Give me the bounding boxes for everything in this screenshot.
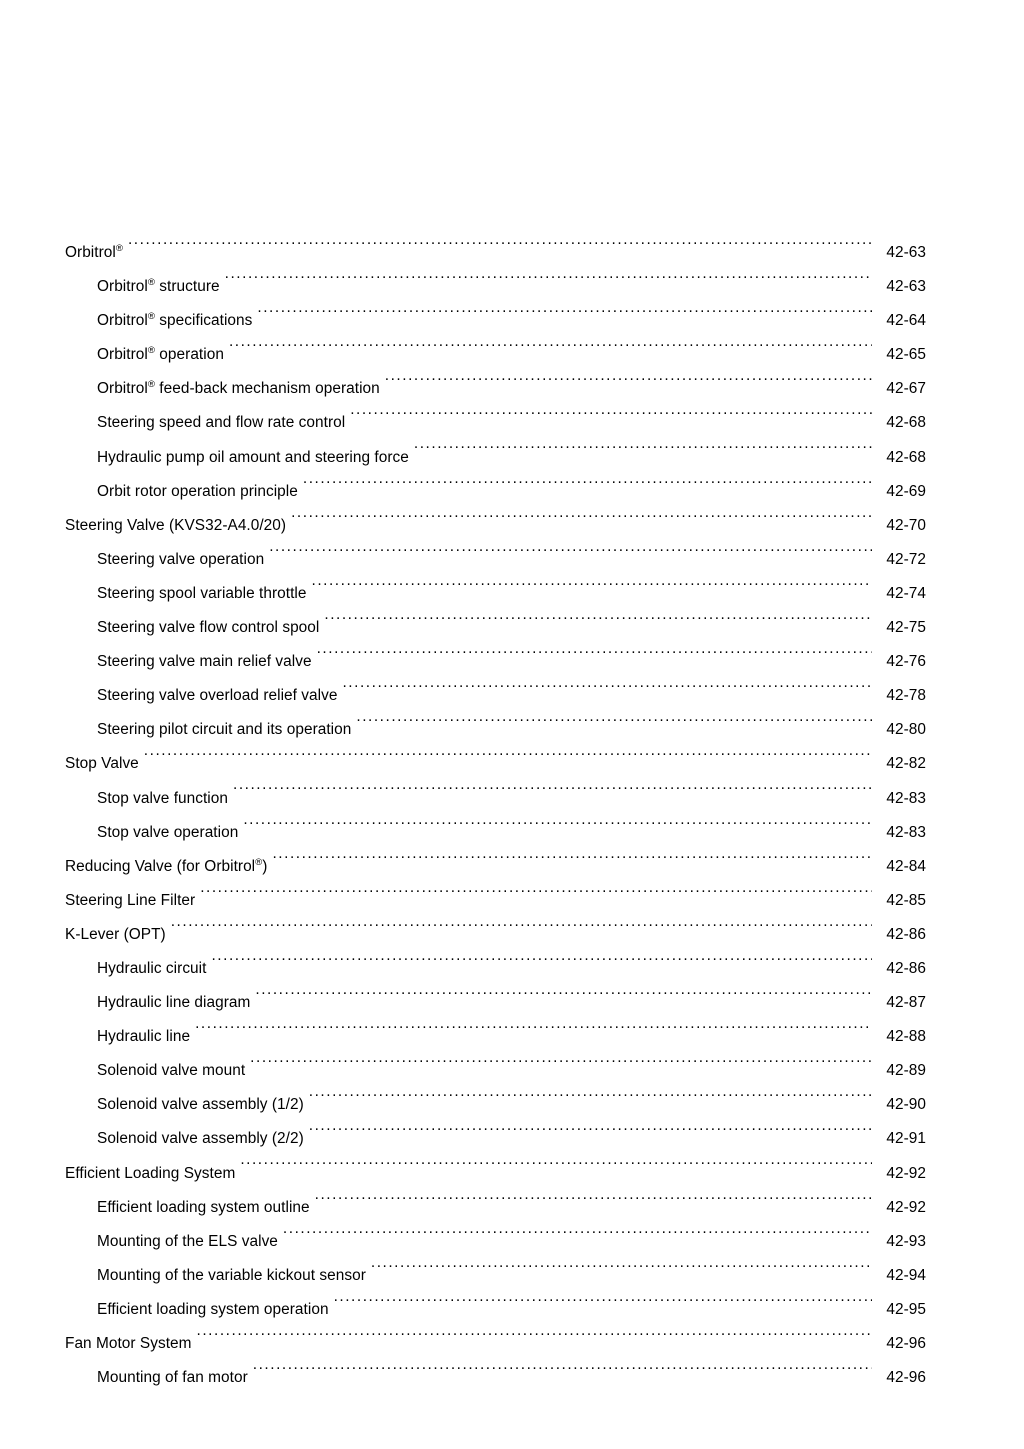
toc-entry-page-number: 42-85	[886, 891, 926, 909]
toc-entry-title	[65, 884, 195, 918]
toc-entry-page-number: 42-86	[886, 925, 926, 943]
dot-leader	[334, 1299, 872, 1314]
toc-entry-title-text: Steering Line Filter	[65, 891, 196, 909]
registered-trademark-icon: ®	[255, 856, 263, 868]
toc-entry-title	[97, 577, 307, 611]
dot-leader	[197, 1333, 872, 1348]
dot-leader	[356, 719, 872, 734]
toc-entry[interactable]	[65, 1191, 926, 1225]
dot-leader	[385, 378, 872, 393]
toc-entry-title	[65, 509, 286, 543]
toc-entry-title	[97, 1293, 329, 1327]
dot-leader	[253, 1367, 872, 1382]
toc-entry-title	[97, 952, 206, 986]
toc-entry[interactable]	[65, 475, 926, 509]
toc-entry-title	[97, 406, 345, 440]
dot-leader	[303, 480, 872, 495]
toc-entry-title-text: Efficient loading system operation	[97, 1300, 329, 1318]
toc-entry-page-number: 42-92	[886, 1198, 926, 1216]
toc-entry-title	[97, 782, 228, 816]
toc-entry-page-number: 42-78	[886, 687, 926, 705]
toc-entry-page-number: 42-93	[886, 1232, 926, 1250]
dot-leader	[269, 548, 872, 563]
toc-entry-page-number: 42-89	[886, 1062, 926, 1080]
toc-entry[interactable]	[65, 304, 926, 338]
dot-leader	[255, 992, 872, 1007]
dot-leader	[233, 787, 872, 802]
registered-trademark-icon: ®	[147, 276, 155, 288]
toc-entry-title	[97, 1088, 304, 1122]
toc-entry-title	[97, 986, 250, 1020]
toc-entry[interactable]	[65, 543, 926, 577]
dot-leader	[315, 1196, 872, 1211]
toc-entry-title-text: Steering speed and flow rate control	[97, 414, 346, 432]
toc-entry-title	[97, 475, 298, 509]
dot-leader	[312, 583, 873, 598]
dot-leader	[211, 958, 872, 973]
dot-leader	[350, 412, 872, 427]
toc-entry-title	[97, 543, 264, 577]
toc-entry[interactable]	[65, 1157, 926, 1191]
toc-entry-title-text: Orbitrol	[97, 346, 148, 364]
toc-entry-title	[97, 1191, 310, 1225]
dot-leader	[200, 889, 872, 904]
toc-entry-title-text: Stop Valve	[65, 755, 139, 773]
registered-trademark-icon: ®	[147, 379, 155, 391]
toc-entry-title-text: Solenoid valve assembly (2/2)	[97, 1130, 304, 1148]
toc-entry[interactable]	[65, 338, 926, 372]
toc-entry-page-number: 42-68	[886, 448, 926, 466]
toc-entry-page-number: 42-64	[886, 312, 926, 330]
dot-leader	[283, 1230, 872, 1245]
toc-entry-title-suffix: )	[262, 857, 268, 875]
toc-entry[interactable]	[65, 850, 926, 884]
toc-entry-title	[97, 713, 351, 747]
dot-leader	[272, 855, 872, 870]
toc-entry-title-suffix: feed-back mechanism operation	[154, 380, 380, 398]
toc-entry[interactable]	[65, 816, 926, 850]
dot-leader	[317, 651, 872, 666]
toc-entry-title	[97, 679, 337, 713]
toc-entry-title-text: Orbitrol	[97, 312, 148, 330]
toc-entry[interactable]	[65, 645, 926, 679]
dot-leader	[324, 617, 872, 632]
toc-entry-title	[65, 236, 123, 270]
toc-entry-title	[97, 441, 409, 475]
toc-entry-title-text: Stop valve operation	[97, 823, 239, 841]
toc-entry-page-number: 42-67	[886, 380, 926, 398]
toc-entry-page-number: 42-92	[886, 1164, 926, 1182]
toc-entry-title-text: Hydraulic line diagram	[97, 994, 251, 1012]
toc-entry[interactable]	[65, 1054, 926, 1088]
dot-leader	[291, 514, 872, 529]
toc-entry-title	[65, 850, 267, 884]
toc-entry[interactable]	[65, 918, 926, 952]
toc-entry-title	[65, 1327, 192, 1361]
toc-entry-page-number: 42-87	[886, 994, 926, 1012]
toc-entry[interactable]	[65, 236, 926, 270]
toc-entry-title-text: Fan Motor System	[65, 1335, 192, 1352]
toc-entry[interactable]	[65, 679, 926, 713]
toc-entry-title	[65, 1157, 235, 1191]
toc-entry-title-text: Steering valve operation	[97, 550, 265, 568]
toc-entry-title-text: K-Lever (OPT)	[65, 925, 166, 943]
toc-entry-title-text: Orbit rotor operation principle	[97, 482, 298, 500]
toc-entry-page-number: 42-82	[886, 755, 926, 773]
toc-entry-page-number: 42-84	[886, 857, 926, 875]
toc-entry-title	[97, 1122, 304, 1156]
toc-entry-page-number: 42-70	[886, 516, 926, 534]
toc-entry-title	[97, 611, 319, 645]
toc-entry[interactable]	[65, 1293, 926, 1327]
toc-entry-title-text: Steering valve flow control spool	[97, 619, 320, 637]
toc-entry-title	[65, 918, 166, 952]
toc-entry-title-text: Reducing Valve (for Orbitrol	[65, 857, 256, 875]
toc-entry-page-number: 42-80	[886, 721, 926, 739]
toc-entry-title	[97, 1259, 366, 1293]
dot-leader	[342, 685, 872, 700]
dot-leader	[371, 1264, 872, 1279]
toc-entry-title-text: Steering valve overload relief valve	[97, 687, 338, 705]
toc-entry[interactable]	[65, 611, 926, 645]
toc-entry[interactable]	[65, 441, 926, 475]
toc-entry-title-text: Efficient Loading System	[65, 1164, 236, 1182]
dot-leader	[229, 344, 872, 359]
table-of-contents-list	[65, 236, 926, 1395]
dot-leader	[240, 1162, 872, 1177]
toc-entry-title	[97, 1020, 190, 1054]
toc-entry-page-number: 42-86	[886, 959, 926, 977]
toc-entry-page-number: 42-76	[886, 653, 926, 671]
toc-entry-title-text: Hydraulic line	[97, 1028, 191, 1046]
toc-entry-title-text: Orbitrol	[97, 278, 148, 296]
dot-leader	[144, 753, 872, 768]
toc-entry-page-number: 42-94	[886, 1266, 926, 1284]
toc-entry-page-number: 42-65	[886, 346, 926, 364]
toc-entry-page-number: 42-83	[886, 823, 926, 841]
toc-entry[interactable]	[65, 1122, 926, 1156]
toc-entry-title	[97, 372, 380, 406]
toc-entry-title-text: Orbitrol	[97, 380, 148, 398]
toc-entry-title-suffix: specifications	[154, 312, 253, 330]
toc-entry-page-number: 42-90	[886, 1096, 926, 1114]
dot-leader	[309, 1094, 872, 1109]
toc-entry-page-number: 42-96	[886, 1335, 926, 1352]
dot-leader	[225, 276, 872, 291]
toc-entry-page-number: 42-69	[886, 482, 926, 500]
toc-entry-page-number: 42-96	[886, 1369, 926, 1387]
toc-entry-page-number: 42-74	[886, 584, 926, 602]
toc-entry-title	[97, 270, 220, 304]
toc-entry[interactable]	[65, 1361, 926, 1395]
toc-entry[interactable]	[65, 1020, 926, 1054]
toc-entry[interactable]	[65, 509, 926, 543]
toc-entry[interactable]	[65, 986, 926, 1020]
toc-entry-page-number: 42-75	[886, 619, 926, 637]
toc-entry-title-text: Hydraulic pump oil amount and steering force	[97, 448, 409, 466]
dot-leader	[250, 1060, 872, 1075]
toc-entry-page-number: 42-72	[886, 550, 926, 568]
toc-entry-page-number: 42-95	[886, 1300, 926, 1318]
toc-entry-title-text: Steering spool variable throttle	[97, 584, 307, 602]
toc-entry[interactable]	[65, 884, 926, 918]
registered-trademark-icon: ®	[115, 242, 123, 254]
dot-leader	[195, 1026, 872, 1041]
toc-entry[interactable]	[65, 372, 926, 406]
toc-entry-title-suffix: operation	[154, 346, 224, 364]
toc-entry-title	[97, 1054, 245, 1088]
toc-entry-title	[97, 1361, 248, 1395]
toc-entry-page-number: 42-63	[886, 244, 926, 261]
dot-leader	[257, 310, 872, 325]
toc-entry[interactable]	[65, 1327, 926, 1361]
dot-leader	[309, 1128, 872, 1143]
toc-entry[interactable]	[65, 713, 926, 747]
toc-entry-title-text: Steering Valve (KVS32-A4.0/20)	[65, 516, 287, 534]
toc-entry-title	[97, 304, 252, 338]
toc-entry-page-number: 42-68	[886, 414, 926, 432]
toc-entry-title	[97, 816, 238, 850]
toc-entry[interactable]	[65, 577, 926, 611]
toc-entry[interactable]	[65, 747, 926, 781]
toc-entry-title-text: Solenoid valve assembly (1/2)	[97, 1096, 304, 1114]
toc-entry-title	[97, 645, 312, 679]
toc-entry-page-number: 42-88	[886, 1028, 926, 1046]
toc-entry-title-text: Mounting of fan motor	[97, 1369, 248, 1387]
toc-entry-title-text: Steering pilot circuit and its operation	[97, 721, 352, 739]
toc-entry-title-text: Efficient loading system outline	[97, 1198, 310, 1216]
registered-trademark-icon: ®	[147, 311, 155, 323]
toc-entry[interactable]	[65, 1259, 926, 1293]
dot-leader	[414, 446, 872, 461]
toc-entry-title-text: Solenoid valve mount	[97, 1062, 246, 1080]
toc-entry[interactable]	[65, 1088, 926, 1122]
dot-leader	[171, 923, 872, 938]
toc-entry-page-number: 42-83	[886, 789, 926, 807]
toc-entry-title-text: Stop valve function	[97, 789, 228, 807]
registered-trademark-icon: ®	[147, 345, 155, 357]
dot-leader	[243, 821, 872, 836]
toc-entry-title	[65, 747, 139, 781]
toc-entry-title-suffix: structure	[154, 278, 220, 296]
toc-entry[interactable]	[65, 406, 926, 440]
toc-entry-title	[97, 338, 224, 372]
toc-entry-title	[97, 1225, 278, 1259]
toc-entry-page-number: 42-63	[886, 278, 926, 296]
toc-entry[interactable]	[65, 1225, 926, 1259]
toc-entry-page-number: 42-91	[886, 1130, 926, 1148]
toc-entry-title-text: Hydraulic circuit	[97, 959, 207, 977]
toc-entry-title-text: Mounting of the ELS valve	[97, 1232, 278, 1250]
toc-entry[interactable]	[65, 270, 926, 304]
toc-entry-title-text: Orbitrol	[65, 244, 116, 261]
toc-entry-title-text: Steering valve main relief valve	[97, 653, 312, 671]
dot-leader	[128, 242, 872, 257]
toc-entry[interactable]	[65, 782, 926, 816]
toc-entry-title-text: Mounting of the variable kickout sensor	[97, 1266, 366, 1284]
toc-entry[interactable]	[65, 952, 926, 986]
